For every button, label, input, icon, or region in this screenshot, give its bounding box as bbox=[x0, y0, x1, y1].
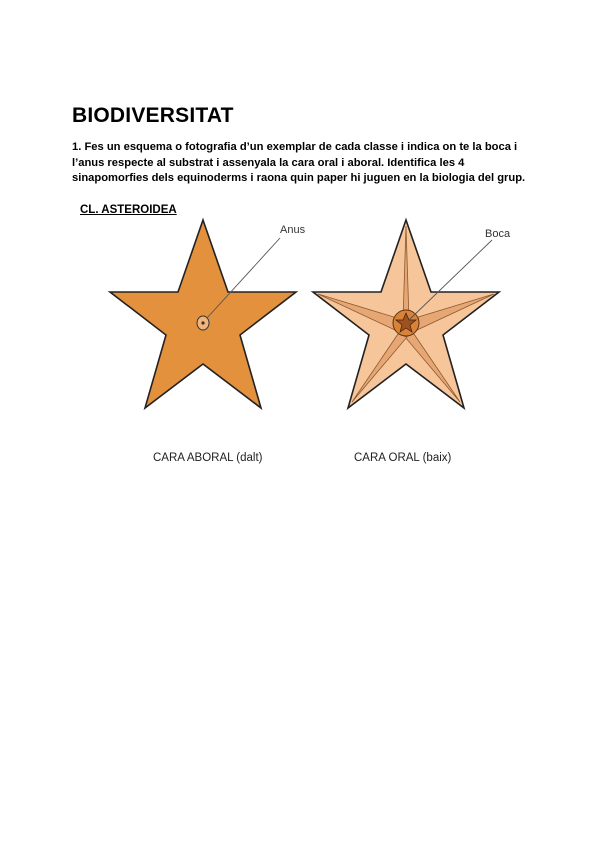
question-text: 1. Fes un esquema o fotografia d’un exemplar de cada classe i indica on te la boca i l’anus respecte al substrat i assenyala la cara oral i aboral. Identifica les 4 sinapomorfies dels equinoderms i raona quin paper hi juguen en la biologia del grup. bbox=[72, 141, 526, 184]
page-title: BIODIVERSITAT bbox=[72, 104, 234, 127]
caption-oral: CARA ORAL (baix) bbox=[354, 452, 452, 464]
boca-label: Boca bbox=[485, 228, 511, 240]
anus-dot bbox=[201, 321, 204, 324]
anus-label: Anus bbox=[280, 224, 306, 236]
aboral-star bbox=[110, 220, 296, 408]
class-heading: CL. ASTEROIDEA bbox=[80, 204, 177, 216]
oral-star bbox=[313, 220, 499, 408]
aboral-star-body bbox=[110, 220, 296, 408]
caption-aboral: CARA ABORAL (dalt) bbox=[153, 452, 263, 464]
